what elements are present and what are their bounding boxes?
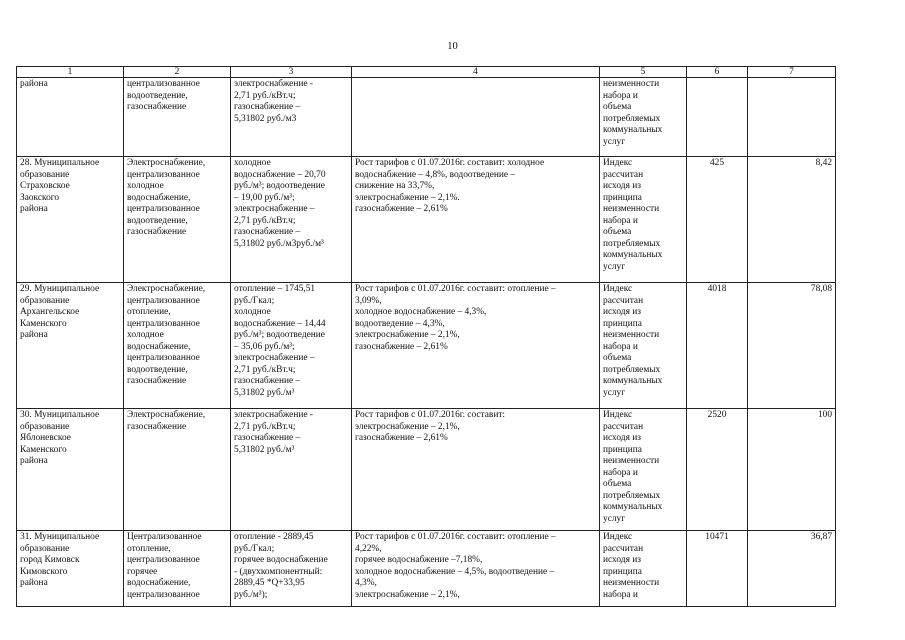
index-text: Индекс рассчитан исходя из принципа неизменности набора и — [603, 532, 660, 600]
municipality-cell — [17, 283, 124, 409]
growth-cell — [352, 283, 600, 409]
tariffs-text: холодное водоснабжение – 20,70 руб./м³; водоотведение – 19,00 руб./м³; электроснабжение – 2,71 руб./кВт.ч; газоснабжение – 5,31802 руб./м3руб./м³ — [234, 158, 326, 249]
tariffs-text: отопление - 2889,45 руб./Гкал; горячее водоснабжение - (двухкомпонентный: 2889,45 *Q+33,95 руб./м³); — [234, 532, 328, 600]
table-row-continued — [17, 78, 836, 157]
growth-text: Рост тарифов с 01.07.2016г. составит: электроснабжение – 2,1%, газоснабжение – 2,61% — [355, 410, 506, 443]
municipality-name: района — [20, 79, 48, 89]
tariffs-cell — [231, 409, 352, 531]
column-number-header — [17, 67, 836, 78]
tariffs-cell — [231, 283, 352, 409]
services-cell — [124, 531, 231, 607]
municipality-name: Муниципальное образование город Кимовск Кимовского района — [20, 532, 100, 588]
value-col7-cell: 100 — [748, 409, 836, 531]
header-cell-2: 2 — [124, 67, 231, 78]
value-col6-cell: 10471 — [687, 531, 748, 607]
services-cell — [124, 409, 231, 531]
growth-text: Рост тарифов с 01.07.2016г. составит: отопление – 3,09%, холодное водоснабжение – 4,3%, водоотведение – 4,3%, электроснабжение – 2,1%, газоснабжение – 2,61% — [355, 284, 556, 352]
tariffs-cell — [231, 157, 352, 283]
tariffs-text: электроснабжение - 2,71 руб./кВт.ч; газоснабжение – 5,31802 руб./м³ — [234, 410, 313, 455]
municipality-cell — [17, 157, 124, 283]
header-cell-3: 3 — [231, 67, 352, 78]
index-cell — [600, 531, 687, 607]
index-text: Индекс рассчитан исходя из принципа неизменности набора и объема потребляемых коммунальных услуг — [603, 158, 663, 272]
services-text: Электроснабжение, газоснабжение — [127, 410, 206, 432]
row-number: 30. — [20, 410, 32, 420]
growth-text: Рост тарифов с 01.07.2016г. составит: холодное водоснабжение – 4,8%, водоотведение – снижение на 33,7%, электроснабжение – 2,1%. газоснабжение – 2,61% — [355, 158, 545, 214]
index-text: Индекс рассчитан исходя из принципа неизменности набора и объема потребляемых коммунальных услуг — [603, 284, 663, 398]
services-cell — [124, 78, 231, 157]
value-col6-cell: 425 — [687, 157, 748, 283]
municipal-tariff-table — [16, 66, 836, 607]
index-cell — [600, 157, 687, 283]
index-cell — [600, 409, 687, 531]
value-col6-cell — [687, 78, 748, 157]
tariffs-cell — [231, 531, 352, 607]
row-number: 31. — [20, 532, 32, 542]
services-cell — [124, 157, 231, 283]
header-cell-4: 4 — [352, 67, 600, 78]
value-col7-cell: 8,42 — [748, 157, 836, 283]
municipality-cell — [17, 531, 124, 607]
table-row — [17, 531, 836, 607]
header-cell-1: 1 — [17, 67, 124, 78]
growth-cell — [352, 531, 600, 607]
services-cell — [124, 283, 231, 409]
municipality-cell — [17, 409, 124, 531]
table-row — [17, 283, 836, 409]
municipality-name: Муниципальное образование Яблоневское Каменского района — [20, 410, 100, 466]
header-cell-7: 7 — [748, 67, 836, 78]
services-text: Электроснабжение, централизованное отопление, централизованное холодное водоснабжение, централизованное водоотведение, газоснабжение — [127, 284, 206, 386]
municipality-name: Муниципальное образование Архангельское Каменского района — [20, 284, 100, 340]
growth-cell — [352, 157, 600, 283]
services-text: централизованное водоотведение, газоснабжение — [127, 79, 200, 112]
table-row — [17, 157, 836, 283]
growth-text: Рост тарифов с 01.07.2016г. составит: отопление – 4,22%, горячее водоснабжение –7,18%, холодное водоснабжение – 4,5%, водоотведение – 4,3%, электроснабжение – 2,1%, — [355, 532, 556, 600]
services-text: Централизованное отопление, централизованное горячее водоснабжение, централизованное — [127, 532, 202, 600]
index-text: неизменности набора и объема потребляемых коммунальных услуг — [603, 79, 663, 147]
services-text: Электроснабжение, централизованное холодное водоснабжение, централизованное водоотведение, газоснабжение — [127, 158, 206, 237]
value-col6-cell: 2520 — [687, 409, 748, 531]
row-number: 29. — [20, 284, 32, 294]
growth-cell — [352, 409, 600, 531]
tariffs-text: электроснабжение - 2,71 руб./кВт.ч; газоснабжение – 5,31802 руб./м3 — [234, 79, 313, 124]
index-text: Индекс рассчитан исходя из принципа неизменности набора и объема потребляемых коммунальных услуг — [603, 410, 663, 524]
value-col6-cell: 4018 — [687, 283, 748, 409]
page-number: 10 — [447, 41, 458, 52]
growth-cell — [352, 78, 600, 157]
value-col7-cell — [748, 78, 836, 157]
header-cell-6: 6 — [687, 67, 748, 78]
value-col7-cell: 36,87 — [748, 531, 836, 607]
index-cell — [600, 78, 687, 157]
header-cell-5: 5 — [600, 67, 687, 78]
municipality-cell — [17, 78, 124, 157]
value-col7-cell: 78,08 — [748, 283, 836, 409]
tariffs-cell — [231, 78, 352, 157]
table-row — [17, 409, 836, 531]
index-cell — [600, 283, 687, 409]
tariffs-text: отопление – 1745,51 руб./Гкал; холодное водоснабжение – 14,44 руб./м³; водоотведение – 35,06 руб./м³; электроснабжение – 2,71 руб./кВт.ч; газоснабжение – 5,31802 руб./м³ — [234, 284, 326, 398]
row-number: 28. — [20, 158, 32, 168]
municipality-name: Муниципальное образование Страховское Заокского района — [20, 158, 100, 214]
